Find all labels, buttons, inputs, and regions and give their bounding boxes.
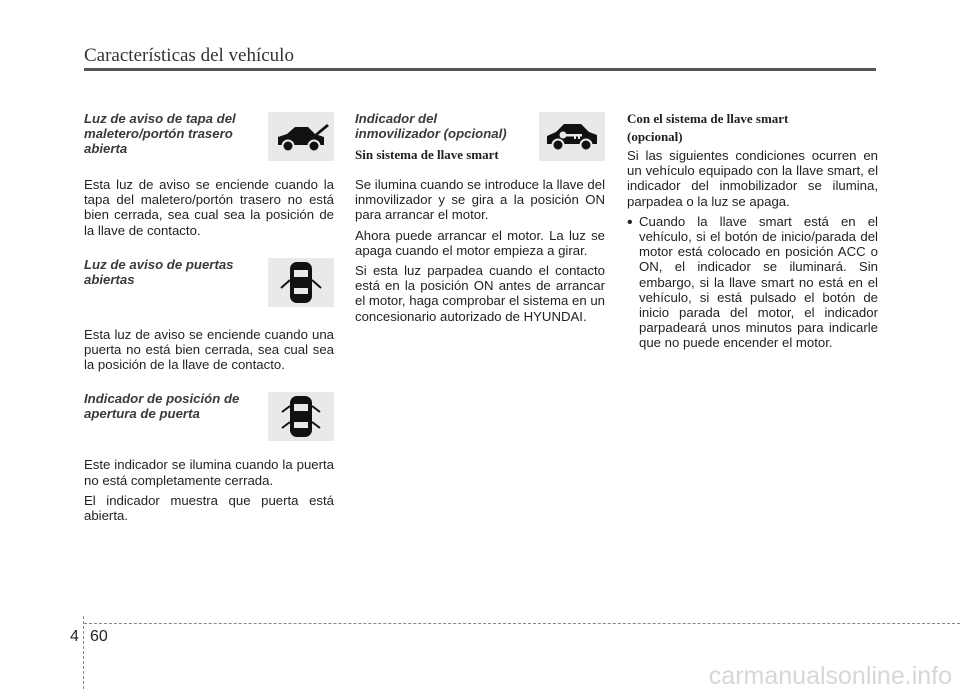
immobilizer-indicator-icon (539, 112, 605, 161)
footer-rule (84, 623, 960, 624)
immobilizer-text-3: Si esta luz parpadea cuando el contacto está en la posición ON antes de arrancar el motor, haga comprobar el sistema en un concesionario autorizado de HYUNDAI. (355, 263, 605, 324)
section-door-position-header (84, 391, 334, 443)
door-position-text-2: El indicador muestra que puerta está abierta. (84, 492, 334, 524)
chapter-number: 4 (70, 628, 79, 645)
immobilizer-text-2: Ahora puede arrancar el motor. La luz se apaga cuando el motor empieza a girar. (355, 227, 605, 258)
door-position-text-1: Este indicador se ilumina cuando la puerta no está completamente cerrada. (84, 457, 334, 488)
immobilizer-subheading: Sin sistema de llave smart (355, 147, 499, 162)
header-rule (84, 68, 876, 71)
section-door-warning-header (84, 257, 334, 309)
door-warning-text: Esta luz de aviso se enciende cuando una puerta no está bien cerrada, sea cual sea la posición de la llave de contacto. (84, 326, 334, 373)
immobilizer-text-1: Se ilumina cuando se introduce la llave del inmovilizador y se gira a la posición ON para arrancar el motor. (355, 177, 605, 223)
door-position-heading: Indicador de posición de apertura de puerta (84, 391, 240, 422)
watermark: carmanualsonline.info (708, 662, 952, 690)
smart-key-subheading: Con el sistema de llave smart (627, 111, 789, 126)
section-immobilizer-header (355, 111, 605, 163)
smart-key-bullet-text: Cuando la llave smart está en el vehículo, si el botón de inicio/parada del motor está colocado en posición ACC o ON, el indicador se iluminará. Sin embargo, si la llave smart no está en el vehículo, si está pulsado el botón de inicio parada del motor, el indicador parpadeará unos minutos para indicarle que no puede encender el motor. (639, 213, 878, 351)
trunk-open-warning-icon (268, 112, 334, 161)
trunk-warning-text: Esta luz de aviso se enciende cuando la tapa del maletero/portón trasero no está bien cerrada, sea cual sea la posición de la llave de contacto. (84, 177, 334, 238)
bullet-dot: • (627, 213, 633, 231)
trunk-warning-heading: Luz de aviso de tapa del maletero/portón trasero abierta (84, 111, 236, 156)
page-header-title: Características del vehículo (84, 45, 294, 66)
page-number: 60 (90, 628, 108, 645)
smart-key-text: Si las siguientes condiciones ocurren en un vehículo equipado con la llave smart, el indicador del inmobilizador se ilumina, parpadea o la luz se apaga. (627, 148, 878, 209)
footer-divider (83, 616, 84, 689)
immobilizer-heading: Indicador del inmovilizador (opcional) (355, 111, 507, 141)
door-warning-heading: Luz de aviso de puertas abiertas (84, 256, 234, 287)
section-trunk-warning-header (84, 111, 334, 163)
column-1 (84, 111, 334, 528)
door-position-indicator-icon (268, 392, 334, 441)
column-2 (355, 111, 605, 329)
column-3 (627, 111, 878, 356)
door-open-warning-icon (268, 258, 334, 307)
smart-key-bullet-item (627, 214, 878, 351)
smart-key-subheading-optional: (opcional) (627, 129, 683, 144)
